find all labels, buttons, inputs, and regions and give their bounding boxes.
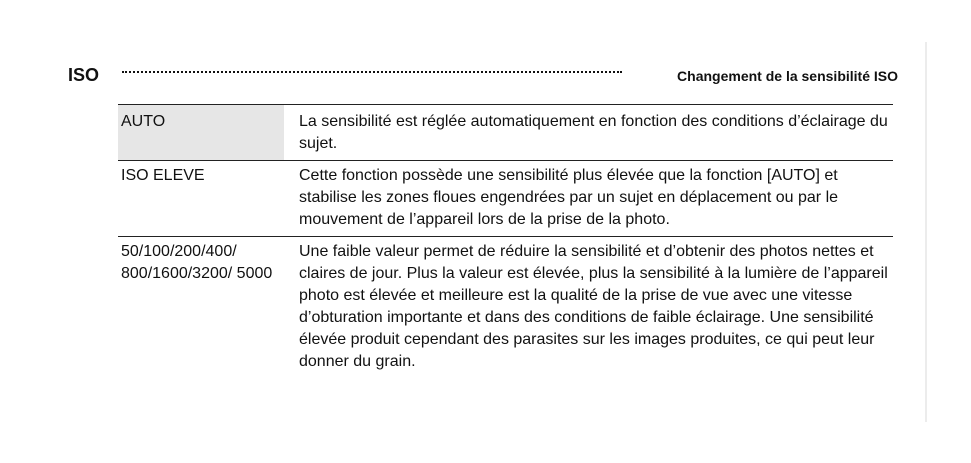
section-title: Changement de la sensibilité ISO [677,68,898,84]
option-name: ISO ELEVE [121,167,205,184]
option-description: La sensibilité est réglée automatiquement en fonction des conditions d’éclairage du sujet. [299,113,888,152]
page-edge-line [925,42,927,422]
section-key: ISO [68,65,100,85]
table-row-iso-values [118,236,893,378]
option-description: Cette fonction possède une sensibilité plus élevée que la fonction [AUTO] et stabilise les zones floues engendrées par un sujet en déplacement ou par le mouvement de l’appareil lors de la prise de la photo. [299,167,839,228]
option-name: 50/100/200/400/ 800/1600/3200/ 5000 [121,243,273,282]
table-row-iso-eleve [118,160,893,236]
section-header [68,62,898,88]
table-row-auto [118,104,893,160]
dotted-leader [122,68,622,73]
option-description: Une faible valeur permet de réduire la sensibilité et d’obtenir des photos nettes et claires de jour. Plus la valeur est élevée, plus la sensibilité à la lumière de l’appareil photo est élevée et meilleure est la qualité de la prise de vue avec une vitesse d’obturation importante et dans des conditions de faible éclairage. Une sensibilité élevée produit cependant des parasites sur les images produites, ce qui peut leur donner du grain. [299,243,888,370]
iso-options-table [118,104,893,378]
option-name: AUTO [118,105,284,160]
